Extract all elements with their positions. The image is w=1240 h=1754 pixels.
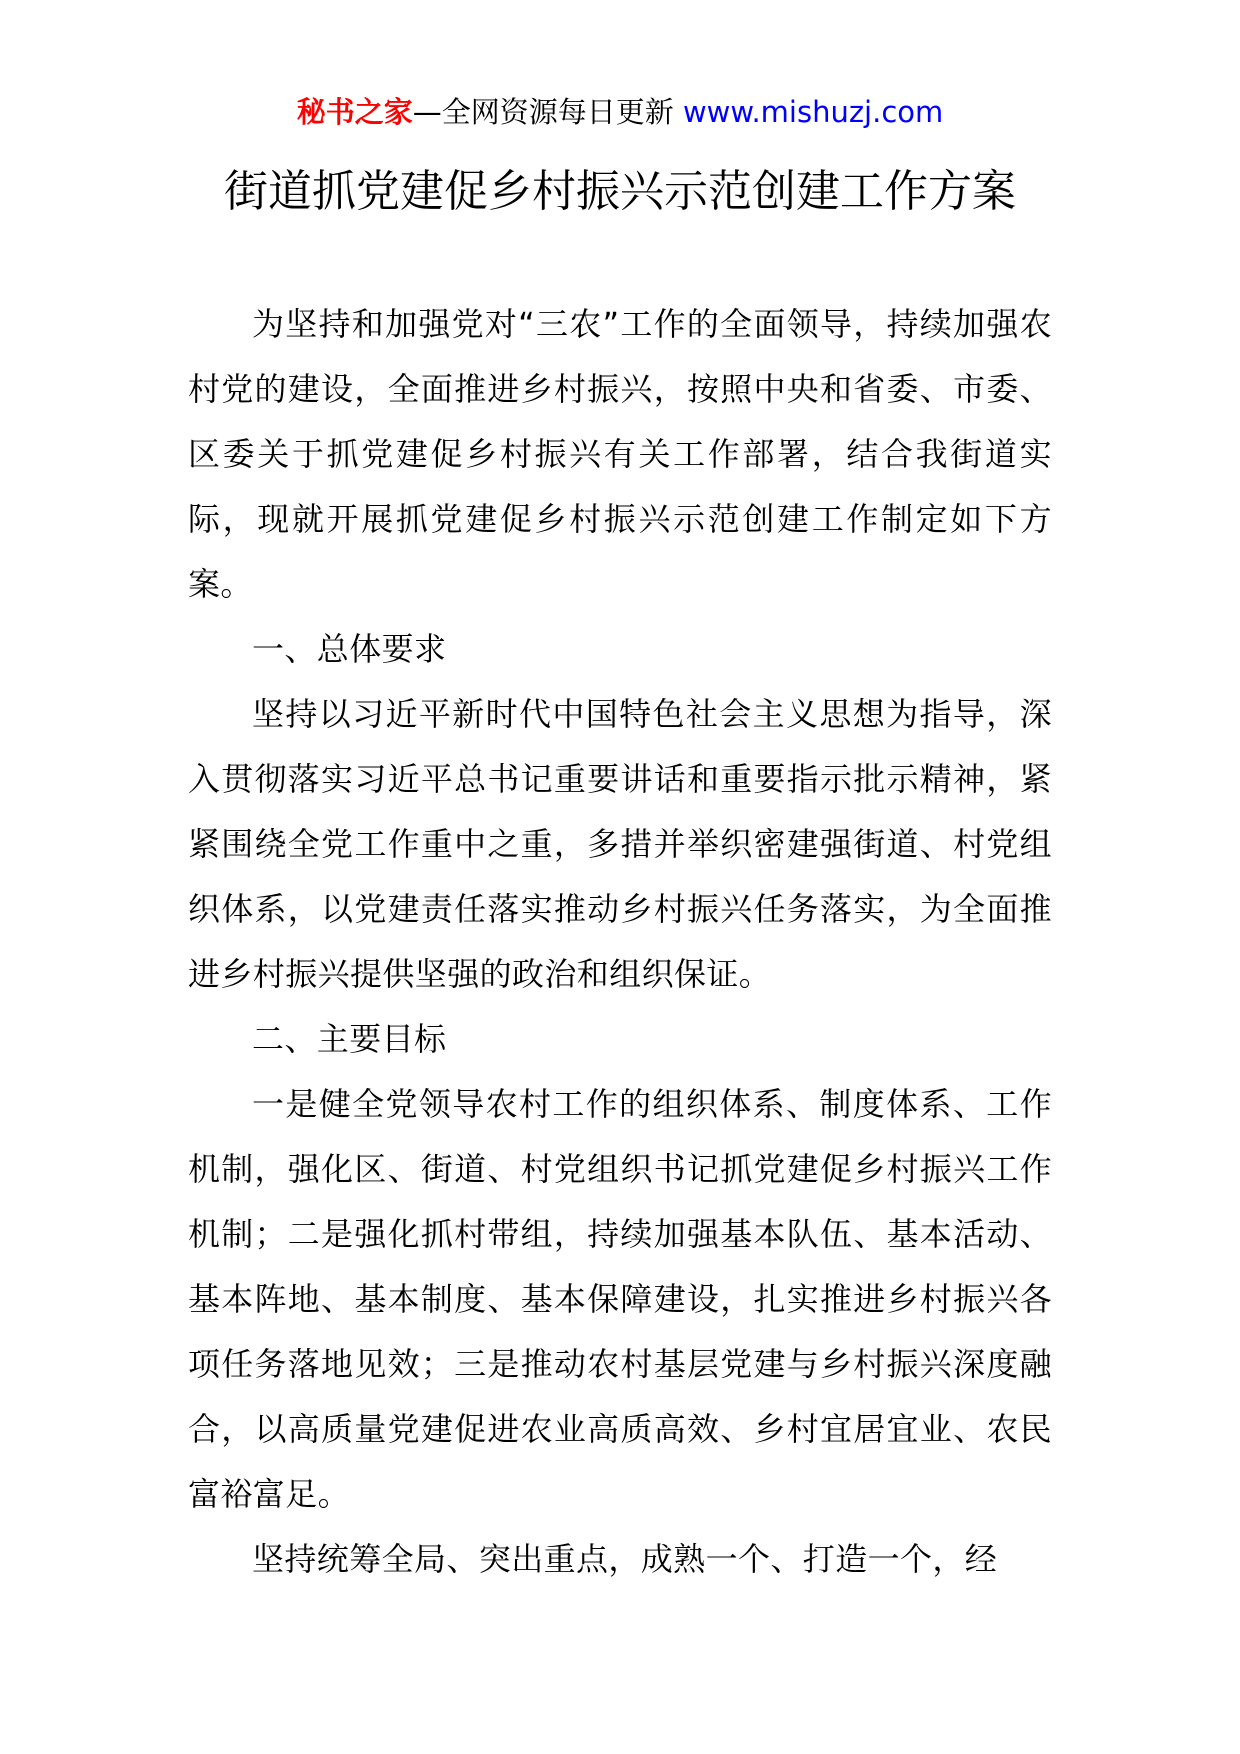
- section-heading-general-requirements: 一、总体要求: [252, 630, 447, 668]
- site-brand: 秘书之家: [296, 95, 413, 129]
- continuation-paragraph: 坚持统筹全局、突出重点，成熟一个、打造一个，经: [252, 1540, 998, 1578]
- site-url-link[interactable]: www.mishuzj.com: [682, 95, 944, 129]
- document-body: [188, 292, 1052, 1592]
- general-requirements-paragraph: 坚持以习近平新时代中国特色社会主义思想为指导，深入贯彻落实习近平总书记重要讲话和重要指示批示精神，紧紧围绕全党工作重中之重，多措并举织密建强街道、村党组织体系，以党建责任落实推动乡村振兴任务落实，为全面推进乡村振兴提供坚强的政治和组织保证。: [188, 695, 1052, 993]
- section-heading-main-goals: 二、主要目标: [252, 1020, 447, 1058]
- intro-paragraph: 为坚持和加强党对“三农”工作的全面领导，持续加强农村党的建设，全面推进乡村振兴，按照中央和省委、市委、区委关于抓党建促乡村振兴有关工作部署，结合我街道实际，现就开展抓党建促乡村振兴示范创建工作制定如下方案。: [188, 305, 1052, 603]
- site-header: [0, 92, 1240, 132]
- main-goals-paragraph: 一是健全党领导农村工作的组织体系、制度体系、工作机制，强化区、街道、村党组织书记抓党建促乡村振兴工作机制；二是强化抓村带组，持续加强基本队伍、基本活动、基本阵地、基本制度、基本保障建设，扎实推进乡村振兴各项任务落地见效；三是推动农村基层党建与乡村振兴深度融合，以高质量党建促进农业高质高效、乡村宜居宜业、农民富裕富足。: [188, 1085, 1052, 1513]
- document-title: 街道抓党建促乡村振兴示范创建工作方案: [224, 166, 1016, 217]
- site-slogan: —全网资源每日更新: [412, 95, 674, 129]
